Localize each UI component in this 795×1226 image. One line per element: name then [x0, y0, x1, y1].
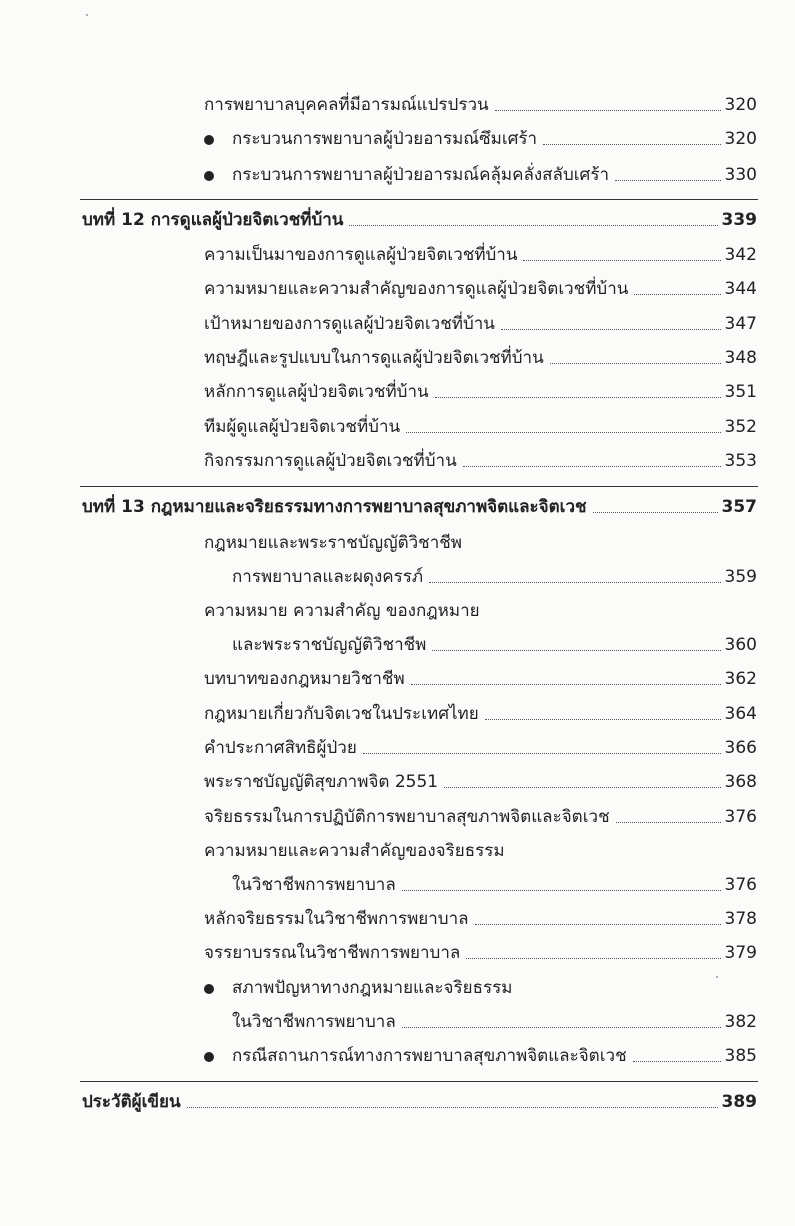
toc-entry-title: กระบวนการพยาบาลผู้ป่วยอารมณ์คลุ้มคลั่งสลับเศร้า — [232, 165, 610, 185]
dot-leader — [463, 466, 721, 467]
toc-entry-title: จริยธรรมในการปฏิบัติการพยาบาลสุขภาพจิตและจิตเวช — [204, 807, 610, 827]
toc-entry — [204, 416, 757, 438]
toc-entry-page: 330 — [724, 165, 757, 185]
toc-entry-page: 351 — [724, 382, 757, 402]
toc-entry — [204, 450, 757, 472]
toc-entry — [232, 566, 757, 588]
toc-entry-title: จรรยาบรรณในวิชาชีพการพยาบาล — [204, 943, 461, 963]
toc-entry — [204, 313, 757, 335]
dot-leader — [411, 684, 721, 685]
dot-leader — [435, 397, 721, 398]
chapter-heading — [82, 496, 757, 518]
toc-entry — [232, 128, 757, 150]
dot-leader — [495, 110, 721, 111]
dot-leader — [349, 225, 717, 226]
dot-leader — [485, 719, 721, 720]
toc-entry — [204, 806, 757, 828]
toc-entry-title-line1: สภาพปัญหาทางกฎหมายและจริยธรรม — [232, 978, 513, 998]
toc-entry-title: บทบาทของกฎหมายวิชาชีพ — [204, 669, 405, 689]
toc-entry-page: 359 — [724, 567, 757, 587]
toc-entry-title-line1: ความหมาย ความสำคัญ ของกฎหมาย — [204, 601, 480, 621]
toc-entry-page: 348 — [724, 348, 757, 368]
section-divider — [80, 199, 758, 200]
toc-entry-page: 320 — [724, 129, 757, 149]
toc-entry — [204, 737, 757, 759]
toc-entry — [204, 703, 757, 725]
toc-entry — [204, 668, 757, 690]
toc-entry-title: กรณีสถานการณ์ทางการพยาบาลสุขภาพจิตและจิตเวช — [232, 1046, 627, 1066]
toc-entry — [232, 1045, 757, 1067]
toc-entry — [204, 942, 757, 964]
section-divider — [80, 1081, 758, 1082]
toc-entry-title: คำประกาศสิทธิผู้ป่วย — [204, 738, 357, 758]
dot-leader — [466, 958, 720, 959]
toc-entry-title: กระบวนการพยาบาลผู้ป่วยอารมณ์ซึมเศร้า — [232, 129, 538, 149]
dot-leader — [429, 582, 720, 583]
toc-entry-page: 379 — [724, 943, 757, 963]
toc-entry — [232, 634, 757, 656]
dot-leader — [550, 363, 721, 364]
chapter-heading — [82, 209, 757, 231]
toc-entry-page: 368 — [724, 772, 757, 792]
toc-entry-title-line1: กฎหมายและพระราชบัญญัติวิชาชีพ — [204, 533, 462, 553]
toc-entry — [204, 771, 757, 793]
dot-leader — [432, 650, 720, 651]
toc-entry — [232, 164, 757, 186]
toc-entry-page: 366 — [724, 738, 757, 758]
chapter-title: บทที่ 13 กฎหมายและจริยธรรมทางการพยาบาลสุขภาพจิตและจิตเวช — [82, 497, 587, 517]
toc-entry — [204, 94, 757, 116]
paper-speck — [86, 14, 88, 16]
dot-leader — [523, 260, 720, 261]
bullet-icon — [204, 135, 214, 145]
bullet-icon — [204, 1052, 214, 1062]
toc-entry-page: 342 — [724, 245, 757, 265]
toc-entry-page: 320 — [724, 95, 757, 115]
toc-entry-title-line1: ความหมายและความสำคัญของจริยธรรม — [204, 841, 505, 861]
dot-leader — [634, 294, 720, 295]
dot-leader — [501, 329, 721, 330]
dot-leader — [406, 432, 720, 433]
bullet-icon — [204, 171, 214, 181]
toc-entry — [204, 347, 757, 369]
toc-entry-title: ทีมผู้ดูแลผู้ป่วยจิตเวชที่บ้าน — [204, 417, 401, 437]
toc-entry-title: พระราชบัญญัติสุขภาพจิต 2551 — [204, 772, 439, 792]
toc-entry — [232, 1011, 757, 1033]
dot-leader — [444, 787, 720, 788]
toc-entry-page: 376 — [724, 875, 757, 895]
paper-speck — [716, 976, 718, 978]
bullet-icon — [204, 984, 214, 994]
toc-entry — [204, 278, 757, 300]
dot-leader — [475, 924, 721, 925]
dot-leader — [363, 753, 721, 754]
author-page: 389 — [721, 1092, 757, 1112]
toc-entry-page: 385 — [724, 1046, 757, 1066]
dot-leader — [633, 1061, 721, 1062]
toc-entry — [232, 874, 757, 896]
toc-entry-page: 378 — [724, 909, 757, 929]
author-title: ประวัติผู้เขียน — [82, 1092, 181, 1112]
toc-entry-title: กิจกรรมการดูแลผู้ป่วยจิตเวชที่บ้าน — [204, 451, 457, 471]
toc-entry-title: ความเป็นมาของการดูแลผู้ป่วยจิตเวชที่บ้าน — [204, 245, 518, 265]
toc-entry-page: 344 — [724, 279, 757, 299]
toc-entry-page: 353 — [724, 451, 757, 471]
chapter-page: 339 — [721, 210, 757, 230]
toc-entry-page: 362 — [724, 669, 757, 689]
toc-entry-title: หลักจริยธรรมในวิชาชีพการพยาบาล — [204, 909, 469, 929]
dot-leader — [616, 822, 721, 823]
toc-entry-title: เป้าหมายของการดูแลผู้ป่วยจิตเวชที่บ้าน — [204, 314, 495, 334]
toc-entry-title: ทฤษฎีและรูปแบบในการดูแลผู้ป่วยจิตเวชที่บ้าน — [204, 348, 544, 368]
toc-entry-page: 347 — [724, 314, 757, 334]
toc-entry-title-line2: ในวิชาชีพการพยาบาล — [232, 875, 396, 895]
toc-entry-page: 382 — [724, 1012, 757, 1032]
dot-leader — [187, 1107, 718, 1108]
toc-entry-page: 376 — [724, 807, 757, 827]
toc-entry-page: 364 — [724, 704, 757, 724]
toc-entry — [204, 381, 757, 403]
dot-leader — [615, 180, 721, 181]
toc-entry-title-line2: การพยาบาลและผดุงครรภ์ — [232, 567, 424, 587]
dot-leader — [593, 512, 718, 513]
toc-entry — [204, 244, 757, 266]
toc-entry-title: หลักการดูแลผู้ป่วยจิตเวชที่บ้าน — [204, 382, 429, 402]
toc-entry-title: ความหมายและความสำคัญของการดูแลผู้ป่วยจิตเวชที่บ้าน — [204, 279, 629, 299]
toc-entry-title-line2: และพระราชบัญญัติวิชาชีพ — [232, 635, 427, 655]
dot-leader — [402, 890, 721, 891]
dot-leader — [543, 144, 720, 145]
toc-entry-title: การพยาบาลบุคคลที่มีอารมณ์แปรปรวน — [204, 95, 489, 115]
toc-entry-title-line2: ในวิชาชีพการพยาบาล — [232, 1012, 396, 1032]
toc-entry — [204, 908, 757, 930]
toc-entry-title: กฎหมายเกี่ยวกับจิตเวชในประเทศไทย — [204, 704, 479, 724]
chapter-page: 357 — [721, 497, 757, 517]
chapter-title: บทที่ 12 การดูแลผู้ป่วยจิตเวชที่บ้าน — [82, 210, 344, 230]
toc-entry-page: 360 — [724, 635, 757, 655]
section-divider — [80, 486, 758, 487]
chapter-heading — [82, 1091, 757, 1113]
dot-leader — [402, 1027, 721, 1028]
toc-entry-page: 352 — [724, 417, 757, 437]
